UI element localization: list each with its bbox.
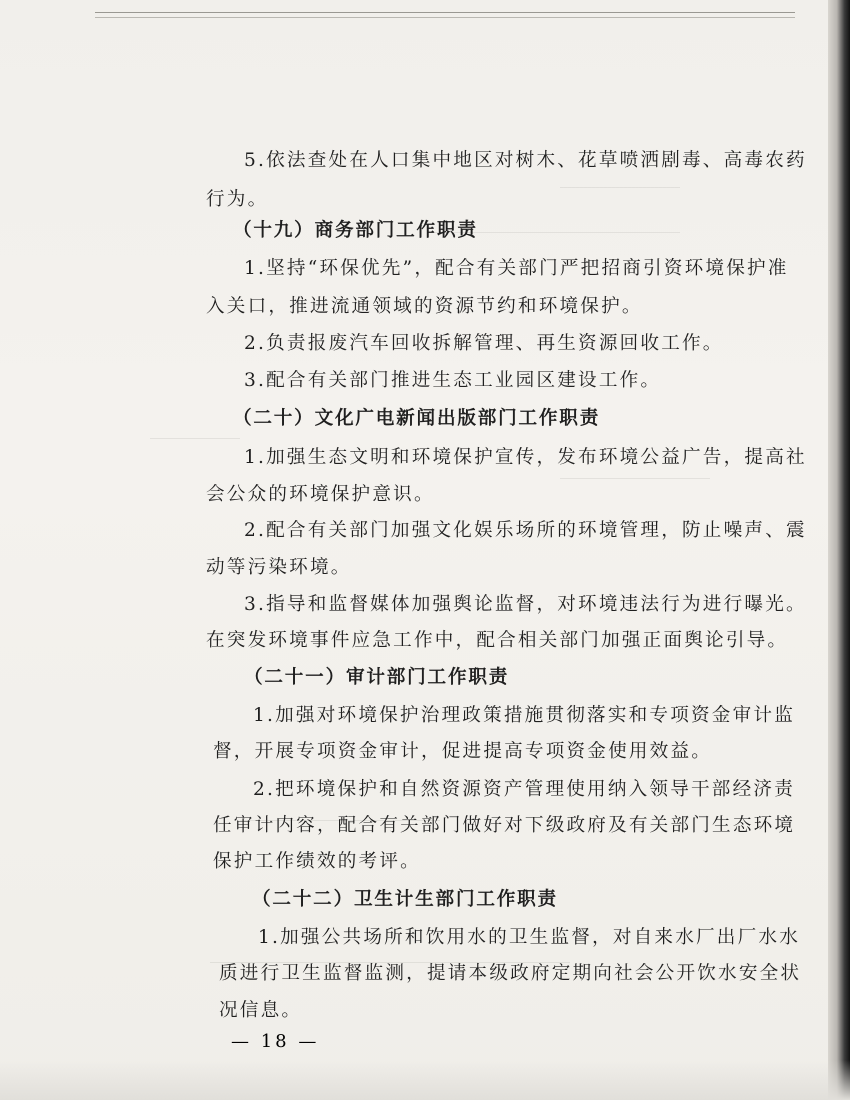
text-line: 督，开展专项资金审计，促进提高专项资金使用效益。 [213,741,713,762]
text-line: 3.配合有关部门推进生态工业园区建设工作。 [244,370,662,391]
section-heading: （二十一）审计部门工作职责 [244,667,510,688]
section-heading: （十九）商务部门工作职责 [233,220,478,241]
text-line: 5.依法查处在人口集中地区对树木、花草喷洒剧毒、高毒农药 [244,150,807,171]
text-line: 保护工作绩效的考评。 [213,851,421,872]
text-line: 质进行卫生监督监测，提请本级政府定期向社会公开饮水安全状 [219,963,802,984]
text-line: 2.配合有关部门加强文化娱乐场所的环境管理，防止噪声、震 [244,520,807,541]
text-line: 2.负责报废汽车回收拆解管理、再生资源回收工作。 [244,333,724,354]
text-line: 1.加强公共场所和饮用水的卫生监督，对自来水厂出厂水水 [258,927,800,948]
section-heading: （二十）文化广电新闻出版部门工作职责 [233,408,601,429]
text-line: 会公众的环境保护意识。 [206,484,435,505]
text-line: 动等污染环境。 [206,557,352,578]
text-line: 行为。 [206,189,269,210]
page-number: — 18 — [231,1031,320,1052]
section-heading: （二十二）卫生计生部门工作职责 [252,889,558,910]
text-line: 入关口，推进流通领域的资源节约和环境保护。 [206,296,643,317]
text-line: 2.把环境保护和自然资源资产管理使用纳入领导干部经济责 [253,779,795,800]
text-line: 3.指导和监督媒体加强舆论监督，对环境违法行为进行曝光。 [244,594,807,615]
text-line: 任审计内容，配合有关部门做好对下级政府及有关部门生态环境 [213,815,796,836]
text-line: 1.加强对环境保护治理政策措施贯彻落实和专项资金审计监 [253,705,795,726]
text-line: 在突发环境事件应急工作中，配合相关部门加强正面舆论引导。 [206,630,789,651]
text-line: 况信息。 [219,1000,303,1021]
scan-bottom-fade [0,1060,850,1100]
text-line: 1.加强生态文明和环境保护宣传，发布环境公益广告，提高社 [244,447,807,468]
text-line: 1.坚持“环保优先”，配合有关部门严把招商引资环境保护准 [244,258,789,279]
scan-edge-shadow [828,0,850,1100]
